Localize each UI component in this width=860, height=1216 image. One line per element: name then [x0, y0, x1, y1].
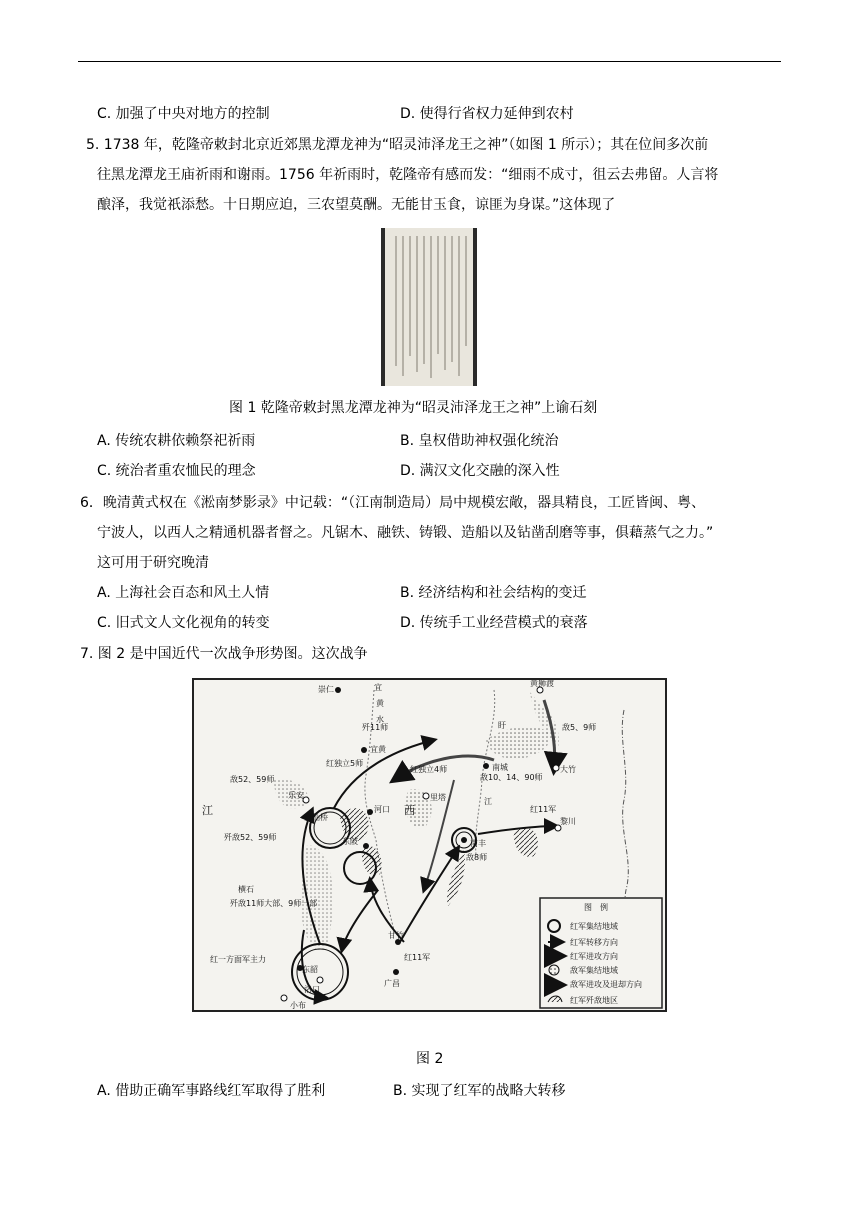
- figure1-caption: 图 1 乾隆帝敕封黑龙潭龙神为“昭灵沛泽龙王之神”上谕石刻: [229, 400, 598, 416]
- q6-stem-line1: 6．晚清黄式权在《淞南梦影录》中记载：“（江南制造局）局中规模宏敞，器具精良，工匠皆闽、粤、: [80, 495, 706, 511]
- unit-jian52-59: 歼敌52、59师: [224, 833, 277, 842]
- q5-option-d: D. 满汉文化交融的深入性: [400, 463, 560, 479]
- place-lichuan: 黎川: [560, 817, 576, 826]
- unit-di5: 敌5、9师: [562, 723, 597, 732]
- river-jiang: 江: [484, 797, 492, 806]
- unit-zhuli: 红一方面军主力: [210, 955, 266, 964]
- q7-option-a: A. 借助正确军事路线红军取得了胜利: [97, 1083, 326, 1099]
- place-luokou: 洛口: [304, 985, 320, 994]
- q7-stem-line1: 7. 图 2 是中国近代一次战争形势图。这次战争: [80, 646, 368, 662]
- province-label-jiang: 江: [202, 804, 213, 817]
- map-legend: [540, 898, 662, 1008]
- unit-hong5: 红独立5师: [326, 759, 364, 768]
- river-xu: 盱: [498, 721, 506, 730]
- legend-item-3: 红军进攻方向: [570, 952, 618, 961]
- place-nanfeng: 南丰: [470, 839, 486, 848]
- q5-option-a: A. 传统农耕依赖祭祀祈雨: [97, 433, 256, 449]
- q4-option-c: C. 加强了中央对地方的控制: [97, 106, 270, 122]
- place-dazhu: 大竹: [560, 765, 576, 774]
- place-chongren: 崇仁: [318, 685, 334, 694]
- place-hekou: 河口: [374, 805, 390, 814]
- q5-stem-line2: 往黑龙潭龙王庙祈雨和谢雨。1756 年祈雨时，乾隆帝有感而发：“细雨不成寸，徂云去弗留。人言将: [97, 167, 719, 183]
- q5-stem-line1: 5. 1738 年，乾隆帝敕封北京近郊黑龙潭龙神为“昭灵沛泽龙王之神”（如图 1 所示）；其在位间多次前: [86, 137, 709, 153]
- legend-title: 图 例: [584, 903, 608, 912]
- place-guangchang: 广昌: [384, 979, 400, 988]
- place-xiaobu: 小布: [290, 1001, 306, 1010]
- river-huang: 黄: [376, 699, 384, 708]
- place-lita: 里塔: [430, 793, 446, 802]
- q6-option-a: A. 上海社会百态和风土人情: [97, 585, 270, 601]
- place-lean: 乐安: [288, 791, 304, 800]
- legend-item-5: 敌军进攻及退却方向: [570, 980, 642, 989]
- stone-inscription-image: [381, 228, 477, 386]
- legend-enemy-gathering-icon: [549, 965, 559, 975]
- place-dengxianqiao: 登仙桥: [304, 813, 328, 822]
- legend-item-1: 红军集结地域: [570, 922, 618, 931]
- unit-di52-59: 敌52、59师: [230, 775, 275, 784]
- q7-option-b: B. 实现了红军的战略大转移: [393, 1083, 566, 1099]
- unit-di8: 敌8师: [466, 853, 488, 862]
- place-ganzhu: 甘竹: [388, 931, 404, 940]
- place-dongbei: 东陂: [342, 837, 358, 846]
- unit-hong11-east: 红11军: [530, 805, 557, 814]
- header-rule: [78, 61, 781, 62]
- q5-stem-line3: 酿泽，我觉祇添愁。十日期应迫，三农望莫酬。无能甘玉食，谅匪为身谋。”这体现了: [97, 197, 616, 213]
- place-yihuang: 宜黄: [370, 745, 386, 754]
- q6-option-d: D. 传统手工业经营模式的衰落: [400, 615, 588, 631]
- place-hengshi: 横石: [238, 885, 254, 894]
- q6-option-c: C. 旧式文人文化视角的转变: [97, 615, 270, 631]
- unit-jian11b: 歼敌11师大部、9师一部: [230, 899, 318, 908]
- legend-item-2: 红军转移方向: [570, 938, 618, 947]
- q6-stem-line2: 宁波人，以西人之精通机器者督之。凡锯木、融铁、铸锻、造船以及钻凿刮磨等事，俱藉蒸气之力。”: [97, 525, 714, 541]
- q5-option-c: C. 统治者重农恤民的理念: [97, 463, 256, 479]
- q5-option-b: B. 皇权借助神权强化统治: [400, 433, 559, 449]
- legend-item-6: 红军歼敌地区: [570, 996, 618, 1005]
- province-label-xi: 西: [404, 804, 415, 817]
- q6-stem-line3: 这可用于研究晚清: [97, 555, 209, 571]
- place-dongshao: 东韶: [302, 965, 318, 974]
- unit-hong4: 红独立4师: [410, 765, 448, 774]
- place-huangshidu: 黄狮渡: [530, 680, 554, 688]
- legend-item-4: 敌军集结地域: [570, 966, 618, 975]
- place-nancheng: 南城: [492, 763, 508, 772]
- unit-di10: 敌10、14、90师: [480, 773, 543, 782]
- river-shui: 水: [376, 715, 384, 724]
- figure2-caption: 图 2: [416, 1051, 444, 1067]
- unit-hong11-south: 红11军: [404, 953, 431, 962]
- q6-option-b: B. 经济结构和社会结构的变迁: [400, 585, 587, 601]
- battle-map-figure2: [192, 678, 667, 1012]
- river-yi: 宜: [374, 683, 382, 692]
- unit-jian11: 歼11师: [362, 723, 389, 732]
- q4-option-d: D. 使得行省权力延伸到农村: [400, 106, 574, 122]
